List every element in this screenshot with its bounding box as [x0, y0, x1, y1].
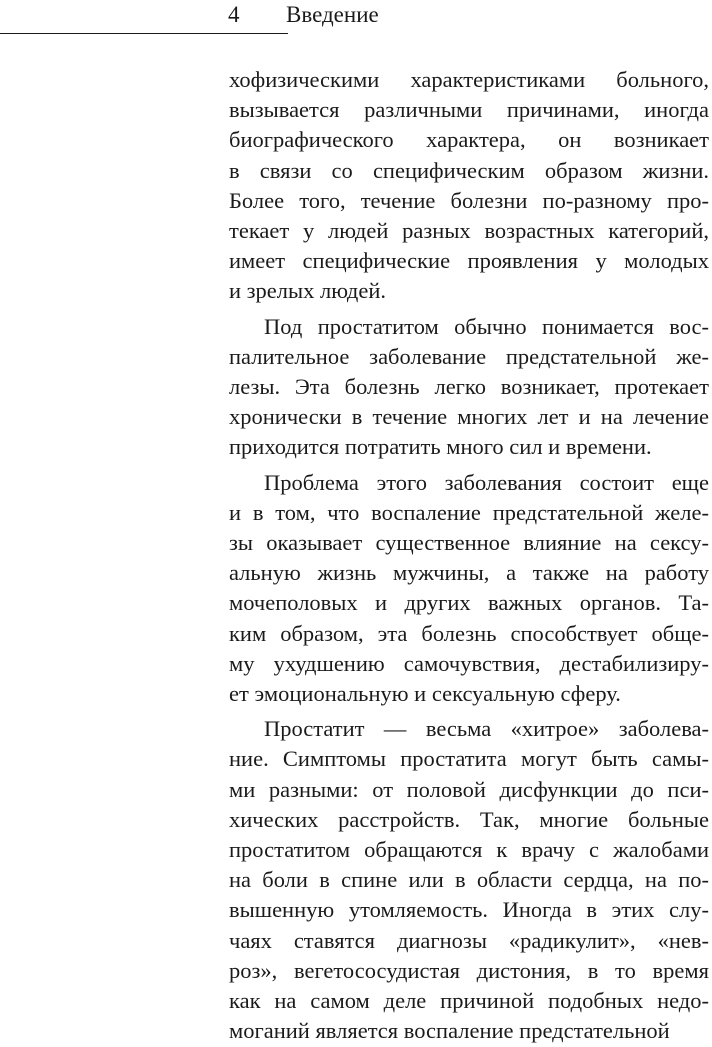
- text-line: хических расстройств. Так, многие больные: [229, 806, 709, 832]
- text-line: ми разными: от половой дисфункции до пси-: [229, 776, 709, 802]
- text-line: хронически в течение многих лет и на лечение: [229, 404, 709, 430]
- text-line: текает у людей разных возрастных категорий,: [229, 218, 709, 244]
- text-line: как на самом деле причиной подобных недо-: [229, 988, 709, 1014]
- page-number: 4: [228, 2, 240, 27]
- text-line: ние. Симптомы простатита могут быть самы-: [229, 746, 709, 772]
- text-line: в связи со специфическим образом жизни.: [229, 157, 709, 183]
- text-line: вышенную утомляемость. Иногда в этих слу-: [229, 897, 709, 923]
- text-line: биографического характера, он возникает: [229, 127, 709, 153]
- paragraph: [229, 468, 709, 710]
- text-line: Проблема этого заболевания состоит еще: [264, 469, 709, 495]
- text-line: и в том, что воспаление предстательной желе-: [229, 499, 709, 525]
- text-line: на боли в спине или в области сердца, на по-: [229, 867, 709, 893]
- text-line: ет эмоциональную и сексуальную сферу.: [229, 681, 621, 707]
- text-line: лезы. Эта болезнь легко возникает, протекает: [229, 374, 709, 400]
- text-line: му ухудшению самочувствия, дестабилизиру-: [229, 650, 709, 676]
- text-line: зы оказывает существенное влияние на сексу-: [229, 530, 709, 556]
- text-line: простатитом обращаются к врачу с жалобами: [229, 837, 709, 863]
- text-line: и зрелых людей.: [229, 278, 387, 304]
- page-header: [0, 0, 712, 34]
- paragraph: [229, 714, 709, 1046]
- text-line: мочеполовых и других важных органов. Та-: [229, 590, 709, 616]
- text-line: альную жизнь мужчины, а также на работу: [229, 560, 709, 586]
- running-title: Введение: [286, 2, 379, 27]
- text-line: приходится потратить много сил и времени.: [229, 434, 652, 460]
- header-rule: [0, 33, 288, 34]
- text-line: вызывается различными причинами, иногда: [229, 97, 709, 123]
- text-line: чаях ставятся диагнозы «радикулит», «нев-: [229, 927, 709, 953]
- text-body: [229, 65, 709, 1047]
- text-line: моганий является воспаление предстательной: [229, 1018, 670, 1044]
- text-line: хофизическими характеристиками больного,: [229, 67, 709, 92]
- text-line: Простатит — весьма «хитрое» заболева-: [264, 716, 709, 742]
- paragraph: [229, 312, 709, 463]
- text-line: ким образом, эта болезнь способствует обще-: [229, 620, 709, 646]
- text-line: имеет специфические проявления у молодых: [229, 248, 709, 274]
- text-line: палительное заболевание предстательной же-: [229, 343, 709, 369]
- paragraph: [229, 65, 709, 307]
- text-line: Под простатитом обычно понимается вос-: [264, 313, 709, 339]
- text-line: роз», вегетососудистая дистония, в то время: [229, 957, 709, 983]
- text-line: Более того, течение болезни по-разному про-: [229, 187, 709, 213]
